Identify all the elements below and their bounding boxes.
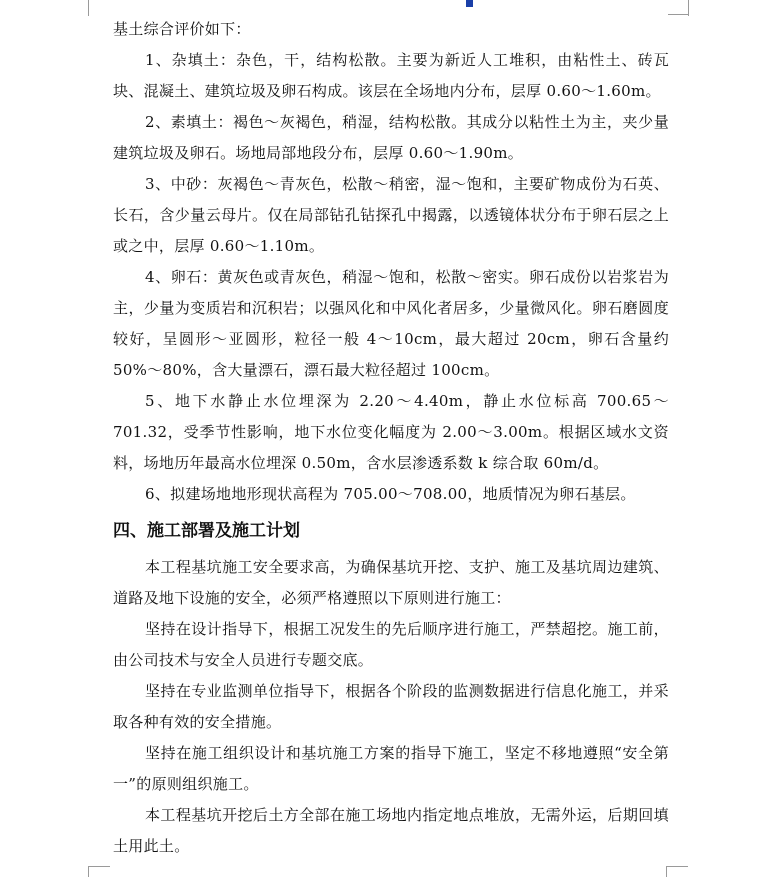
section-paragraph: 坚持在专业监测单位指导下，根据各个阶段的监测数据进行信息化施工，并采取各种有效的安全措施。 (113, 682, 669, 731)
cursor-marker (466, 0, 473, 7)
crop-mark-top-right-horizontal (668, 14, 688, 15)
soil-item-medium-sand: 3、中砂：灰褐色～青灰色，松散～稍密，湿～饱和，主要矿物成份为石英、长石，含少量云母片。仅在局部钻孔钻探孔中揭露，以透镜体状分布于卵石层之上或之中，层厚 0.60～1.10m。 (113, 175, 669, 255)
crop-mark-bottom-left-horizontal (88, 866, 110, 867)
crop-mark-bottom-right-vertical (666, 866, 667, 877)
crop-mark-top-right-vertical (688, 0, 689, 16)
soil-item-fill: 1、杂填土：杂色，干，结构松散。主要为新近人工堆积，由粘性土、砖瓦块、混凝土、建筑垃圾及卵石构成。该层在全场地内分布，层厚 0.60～1.60m。 (113, 51, 669, 100)
soil-item-pebble: 4、卵石：黄灰色或青灰色，稍湿～饱和，松散～密实。卵石成份以岩浆岩为主，少量为变质岩和沉积岩；以强风化和中风化者居多，少量微风化。卵石磨圆度较好，呈圆形～亚圆形，粒径一般 4～10cm，最大超过 20cm，卵石含量约 50%～80%，含大量漂石，漂石最大粒径超过 100cm。 (113, 268, 669, 379)
soil-item-groundwater: 5、地下水静止水位埋深为 2.20～4.40m，静止水位标高 700.65～701.32，受季节性影响，地下水位变化幅度为 2.00～3.00m。根据区域水文资料，场地历年最高水位埋深 0.50m，含水层渗透系数 k 综合取 60m/d。 (113, 392, 669, 472)
soil-item-plain-fill: 2、素填土：褐色～灰褐色，稍湿，结构松散。其成分以粘性土为主，夹少量建筑垃圾及卵石。场地局部地段分布，层厚 0.60～1.90m。 (113, 113, 669, 162)
crop-mark-bottom-right-horizontal (666, 866, 688, 867)
crop-mark-bottom-left-vertical (88, 866, 89, 877)
section-heading: 四、施工部署及施工计划 (113, 521, 300, 541)
crop-mark-top-left-vertical (88, 0, 89, 16)
document-body (113, 14, 669, 862)
section-paragraph: 本工程基坑开挖后土方全部在施工场地内指定地点堆放，无需外运，后期回填土用此土。 (113, 806, 669, 855)
intro-text: 基土综合评价如下： (113, 20, 251, 38)
section-paragraph: 坚持在设计指导下，根据工况发生的先后顺序进行施工，严禁超挖。施工前，由公司技术与安全人员进行专题交底。 (113, 620, 669, 669)
soil-item-elevation: 6、拟建场地地形现状高程为 705.00～708.00，地质情况为卵石基层。 (145, 485, 636, 503)
section-paragraph: 坚持在施工组织设计和基坑施工方案的指导下施工，坚定不移地遵照“安全第一”的原则组织施工。 (113, 744, 669, 793)
section-paragraph: 本工程基坑施工安全要求高，为确保基坑开挖、支护、施工及基坑周边建筑、道路及地下设施的安全，必须严格遵照以下原则进行施工： (113, 558, 669, 607)
